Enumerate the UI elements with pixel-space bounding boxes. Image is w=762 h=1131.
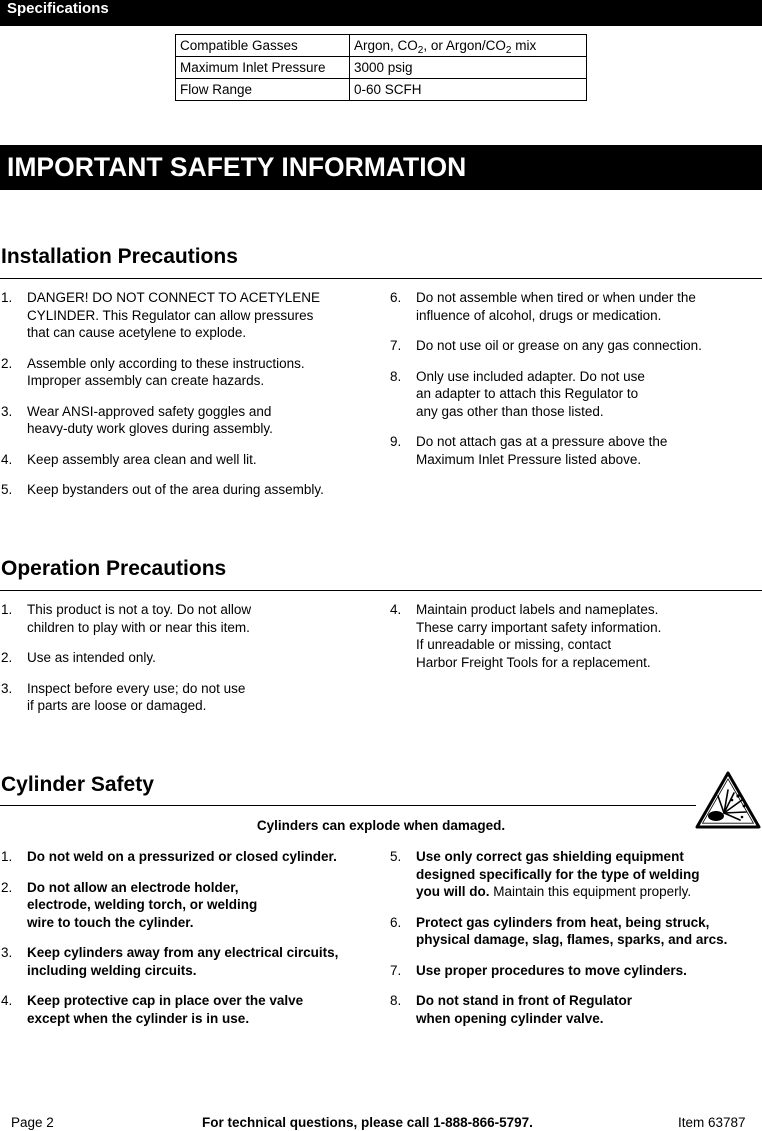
- section-divider: [0, 278, 762, 279]
- list-item: [1, 403, 366, 438]
- list-item: [390, 289, 762, 324]
- table-row: [176, 79, 587, 101]
- cylinder-heading: Cylinder Safety: [1, 773, 154, 796]
- cylinder-list-left: [1, 848, 371, 1040]
- item-number: 9.: [390, 434, 402, 449]
- subscript: 2: [505, 45, 512, 56]
- spec-label: Flow Range: [176, 79, 350, 101]
- item-number: 1.: [1, 849, 13, 864]
- item-number: 3.: [1, 680, 13, 696]
- item-number: 4.: [1, 451, 13, 467]
- item-number: 4.: [1, 993, 13, 1008]
- item-text: Do not assemble when tired or when under the influence of alcohol, drugs or medication.: [416, 290, 696, 323]
- spec-value-part: Argon, CO: [354, 38, 418, 53]
- list-item: [1, 680, 366, 715]
- list-item: [390, 337, 762, 355]
- item-text: Do not use oil or grease on any gas connection.: [416, 338, 702, 353]
- installation-list-left: [1, 289, 366, 512]
- list-item: [390, 601, 762, 671]
- list-item: [390, 433, 762, 468]
- installation-list-right: [390, 289, 762, 481]
- subscript: 2: [417, 45, 424, 56]
- item-text-tail: Maintain this equipment properly.: [489, 884, 692, 899]
- operation-heading: Operation Precautions: [1, 557, 227, 580]
- item-number: 5.: [390, 849, 402, 864]
- spec-label: Compatible Gasses: [176, 35, 350, 57]
- item-text: Use only correct gas shielding equipment designed specifically for the type of welding you will do.: [416, 849, 700, 899]
- list-item: [1, 601, 366, 636]
- item-text: Protect gas cylinders from heat, being struck, physical damage, slag, flames, sparks, and arcs.: [416, 914, 728, 947]
- item-text: Do not allow an electrode holder, electrode, welding torch, or welding wire to touch the cylinder.: [27, 879, 258, 930]
- item-text: Inspect before every use; do not use if parts are loose or damaged.: [27, 680, 246, 713]
- list-item: [1, 848, 371, 866]
- item-number-label: Item 63787: [678, 1115, 746, 1130]
- list-item: [1, 879, 371, 932]
- item-number: 2.: [1, 650, 13, 665]
- item-text: Keep cylinders away from any electrical circuits, including welding circuits.: [27, 945, 339, 978]
- item-number: 6.: [390, 290, 402, 305]
- spec-value: [350, 35, 587, 57]
- list-item: [390, 914, 762, 949]
- item-number: 6.: [390, 914, 402, 930]
- list-item: [1, 649, 366, 667]
- list-item: [390, 368, 762, 421]
- item-number: 3.: [1, 945, 13, 960]
- list-item: [390, 962, 762, 980]
- spec-value-part: mix: [511, 38, 537, 53]
- list-item: [390, 992, 762, 1027]
- spec-value: 3000 psig: [350, 57, 587, 79]
- operation-list-right: [390, 601, 762, 684]
- item-text: Keep protective cap in place over the valve except when the cylinder is in use.: [27, 993, 304, 1026]
- list-item: [1, 992, 371, 1027]
- item-text: Keep bystanders out of the area during assembly.: [27, 482, 324, 497]
- item-text: Wear ANSI-approved safety goggles and heavy-duty work gloves during assembly.: [27, 403, 273, 436]
- item-number: 7.: [390, 962, 402, 978]
- section-divider: [0, 805, 696, 806]
- table-row: [176, 35, 587, 57]
- installation-heading: Installation Precautions: [1, 245, 238, 268]
- item-number: 5.: [1, 482, 13, 497]
- item-number: 2.: [1, 355, 13, 371]
- item-text: Do not stand in front of Regulator when opening cylinder valve.: [416, 993, 632, 1026]
- list-item: [1, 355, 366, 390]
- item-text: Do not attach gas at a pressure above the Maximum Inlet Pressure listed above.: [416, 434, 668, 467]
- list-item: [1, 481, 366, 499]
- list-item: [1, 289, 366, 342]
- item-number: 1.: [1, 602, 13, 617]
- item-text: Do not weld on a pressurized or closed cylinder.: [27, 849, 337, 864]
- item-text: Only use included adapter. Do not use an adapter to attach this Regulator to any gas other than those listed.: [416, 368, 645, 419]
- operation-list-left: [1, 601, 366, 728]
- specifications-heading: Specifications: [0, 0, 762, 26]
- item-number: 8.: [390, 368, 402, 384]
- item-number: 4.: [390, 602, 402, 617]
- spec-value: 0-60 SCFH: [350, 79, 587, 101]
- cylinder-list-right: [390, 848, 762, 1040]
- list-item: [1, 451, 366, 469]
- spec-label: Maximum Inlet Pressure: [176, 57, 350, 79]
- item-text: DANGER! DO NOT CONNECT TO ACETYLENE CYLINDER. This Regulator can allow pressures that can cause acetylene to explode.: [27, 290, 321, 340]
- item-number: 2.: [1, 879, 13, 895]
- safety-banner: IMPORTANT SAFETY INFORMATION: [0, 145, 762, 190]
- spec-value-part: , or Argon/CO: [423, 38, 506, 53]
- list-item: [390, 848, 762, 901]
- item-text: Use as intended only.: [27, 650, 156, 665]
- section-divider: [0, 590, 762, 591]
- technical-help: For technical questions, please call 1-888-866-5797.: [202, 1115, 533, 1130]
- item-number: 1.: [1, 290, 13, 305]
- item-text: Keep assembly area clean and well lit.: [27, 451, 257, 467]
- cylinder-warning: Cylinders can explode when damaged.: [256, 818, 506, 833]
- item-number: 7.: [390, 338, 402, 353]
- item-text: Use proper procedures to move cylinders.: [416, 962, 687, 978]
- item-number: 8.: [390, 993, 402, 1008]
- page-number: Page 2: [11, 1115, 54, 1130]
- list-item: [1, 944, 371, 979]
- item-text: This product is not a toy. Do not allow children to play with or near this item.: [27, 602, 252, 635]
- item-number: 3.: [1, 403, 13, 419]
- table-row: [176, 57, 587, 79]
- item-text: Maintain product labels and nameplates. These carry important safety information. If unreadable or missing, contact Harbor Freight Tools for a replacement.: [416, 602, 662, 670]
- item-text: Assemble only according to these instructions. Improper assembly can create hazards.: [27, 355, 305, 388]
- specifications-table: [175, 34, 587, 101]
